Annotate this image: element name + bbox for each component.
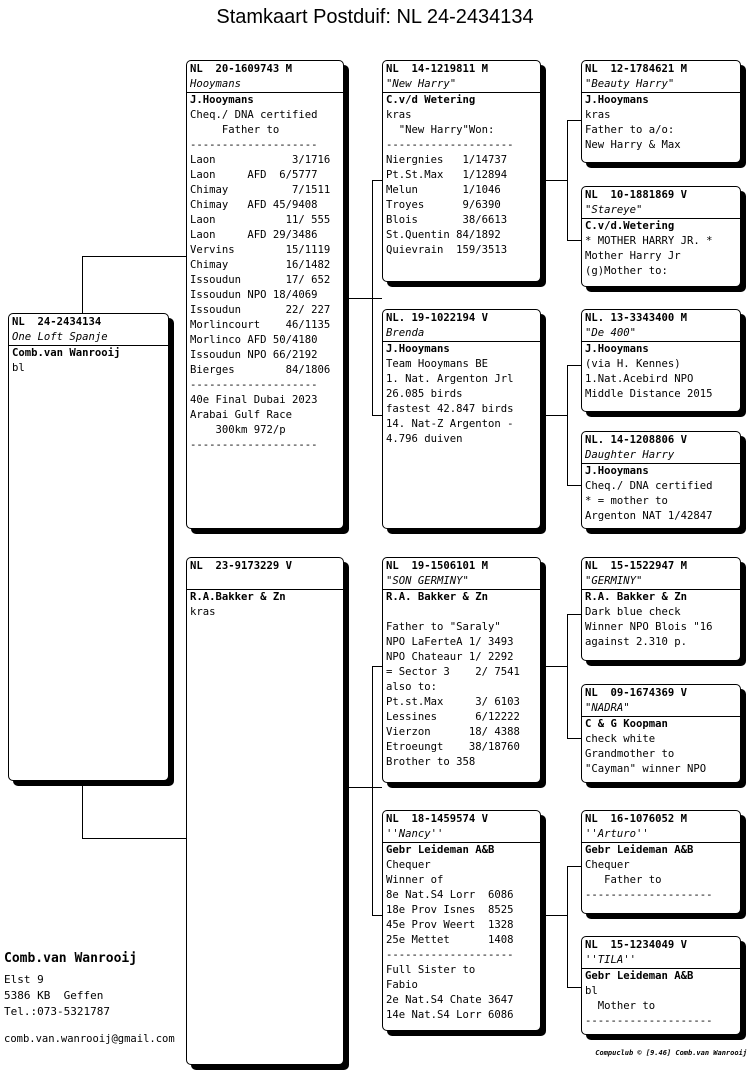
info-line: (via H. Kennes): [585, 358, 681, 370]
info-line: * MOTHER HARRY JR. *: [585, 235, 713, 247]
info-line: New Harry & Max: [585, 139, 681, 151]
connector-line: [567, 485, 581, 486]
ring-number: NL 14-1219811 M: [386, 63, 489, 75]
card-body: [383, 843, 540, 1023]
pigeon-name: One Loft Spanje: [9, 330, 168, 346]
info-line: check white: [585, 733, 656, 745]
breeder-name: J.Hooymans: [585, 94, 649, 106]
info-line: Melun 1/1046: [386, 184, 501, 196]
info-line: = Sector 3 2/ 7541: [386, 666, 520, 678]
connector-line: [567, 120, 568, 241]
card-dam-dam-sire[interactable]: [581, 810, 741, 914]
info-line: Bierges 84/1806: [190, 364, 331, 376]
info-line: kras: [386, 109, 412, 121]
connector-line: [540, 180, 567, 181]
connector-line: [567, 866, 581, 867]
info-line: Quievrain 159/3513: [386, 244, 508, 256]
connector-line: [343, 298, 382, 299]
info-line: --------------------: [190, 439, 318, 451]
info-line: Middle Distance 2015: [585, 388, 713, 400]
ring-number: NL 15-1522947 M: [585, 560, 688, 572]
card-dam-sire-dam[interactable]: [581, 684, 741, 783]
ring-number: NL 09-1674369 V: [585, 687, 688, 699]
card-body: [582, 843, 740, 903]
card-subject[interactable]: [8, 313, 169, 781]
info-line: Laon AFD 29/3486: [190, 229, 318, 241]
connector-line: [372, 415, 382, 416]
info-line: kras: [190, 606, 216, 618]
info-line: Issoudun 22/ 227: [190, 304, 331, 316]
info-line: Lessines 6/12222: [386, 711, 520, 723]
info-line: Chimay 7/1511: [190, 184, 331, 196]
card-body: [383, 590, 540, 770]
ring-number: NL 10-1881869 V: [585, 189, 688, 201]
info-line: --------------------: [585, 889, 713, 901]
connector-line: [567, 120, 581, 121]
card-body: [187, 93, 343, 453]
pigeon-name: "De 400": [582, 326, 740, 342]
connector-line: [372, 666, 373, 916]
pigeon-name: "NADRA": [582, 701, 740, 717]
breeder-name: Gebr Leideman A&B: [585, 970, 694, 982]
info-line: 40e Final Dubai 2023: [190, 394, 318, 406]
info-line: Chequer: [585, 859, 630, 871]
breeder-name: C.v/d Wetering: [386, 94, 476, 106]
info-line: Troyes 9/6390: [386, 199, 501, 211]
pigeon-name: Hooymans: [187, 77, 343, 93]
info-line: --------------------: [585, 1015, 713, 1027]
info-line: Issoudun NPO 66/2192: [190, 349, 318, 361]
ring-number: NL 12-1784621 M: [585, 63, 688, 75]
card-body: [582, 464, 740, 524]
info-line: Issoudun NPO 18/4069: [190, 289, 318, 301]
info-line: Etroeungt 38/18760: [386, 741, 520, 753]
breeder-name: R.A. Bakker & Zn: [386, 591, 489, 603]
info-line: 300km 972/p: [190, 424, 286, 436]
info-line: kras: [585, 109, 611, 121]
card-sire-sire[interactable]: [382, 60, 541, 282]
connector-line: [567, 365, 568, 486]
info-line: 26.085 birds: [386, 388, 463, 400]
breeder-name: C.v/d.Wetering: [585, 220, 675, 232]
connector-line: [82, 838, 187, 839]
card-body: [187, 590, 343, 620]
ring-number: NL 24-2434134: [12, 316, 102, 328]
card-sire-sire-sire[interactable]: [581, 60, 741, 163]
owner-address: Elst 9: [4, 973, 44, 986]
ring-number: NL 20-1609743 M: [190, 63, 293, 75]
owner-phone: Tel.:073-5321787: [4, 1005, 110, 1018]
info-line: Vervins 15/1119: [190, 244, 331, 256]
info-line: 45e Prov Weert 1328: [386, 919, 514, 931]
info-line: Chimay AFD 45/9408: [190, 199, 318, 211]
info-line: St.Quentin 84/1892: [386, 229, 501, 241]
pigeon-name: ''Nancy'': [383, 827, 540, 843]
info-line: "New Harry"Won:: [386, 124, 495, 136]
breeder-name: Gebr Leideman A&B: [585, 844, 694, 856]
card-sire-dam[interactable]: [382, 309, 541, 529]
card-dam-dam-dam[interactable]: [581, 936, 741, 1035]
card-body: [582, 342, 740, 402]
pigeon-name: Brenda: [383, 326, 540, 342]
info-line: Winner of: [386, 874, 444, 886]
info-line: Dark blue check: [585, 606, 681, 618]
breeder-name: C & G Koopman: [585, 718, 668, 730]
card-dam-sire[interactable]: [382, 557, 541, 783]
connector-line: [343, 787, 382, 788]
pigeon-name: ''Arturo'': [582, 827, 740, 843]
connector-line: [540, 915, 567, 916]
connector-line: [540, 415, 567, 416]
info-line: --------------------: [190, 139, 318, 151]
breeder-name: Comb.van Wanrooij: [12, 347, 121, 359]
info-line: also to:: [386, 681, 438, 693]
info-line: against 2.310 p.: [585, 636, 688, 648]
info-line: 25e Mettet 1408: [386, 934, 514, 946]
connector-line: [82, 256, 187, 257]
info-line: fastest 42.847 birds: [386, 403, 514, 415]
owner-postal: 5386 KB Geffen: [4, 989, 104, 1002]
pigeon-name: ''TILA'': [582, 953, 740, 969]
connector-line: [567, 614, 581, 615]
connector-line: [567, 614, 568, 739]
card-sire-sire-dam[interactable]: [581, 186, 741, 287]
connector-line: [82, 256, 83, 314]
ring-number: NL 18-1459574 V: [386, 813, 489, 825]
info-line: NPO Chateaur 1/ 2292: [386, 651, 514, 663]
info-line: Pt.St.Max 1/12894: [386, 169, 508, 181]
info-line: * = mother to: [585, 495, 668, 507]
ring-number: NL. 13-3343400 M: [585, 312, 688, 324]
ring-number: NL 23-9173229 V: [190, 560, 293, 572]
card-body: [383, 342, 540, 447]
info-line: 18e Prov Isnes 8525: [386, 904, 514, 916]
card-body: [582, 717, 740, 777]
info-line: Morlincourt 46/1135: [190, 319, 331, 331]
card-sire[interactable]: [186, 60, 344, 529]
info-line: Cheq./ DNA certified: [190, 109, 318, 121]
info-line: Grandmother to: [585, 748, 675, 760]
info-line: 14. Nat-Z Argenton -: [386, 418, 514, 430]
card-body: [582, 219, 740, 279]
info-line: --------------------: [386, 139, 514, 151]
connector-line: [372, 180, 382, 181]
info-line: Winner NPO Blois "16: [585, 621, 713, 633]
info-line: Arabai Gulf Race: [190, 409, 293, 421]
info-line: Niergnies 1/14737: [386, 154, 508, 166]
info-line: 1.Nat.Acebird NPO: [585, 373, 694, 385]
info-line: 1. Nat. Argenton Jrl: [386, 373, 514, 385]
connector-line: [82, 780, 83, 838]
page-title: Stamkaart Postduif: NL 24-2434134: [216, 6, 534, 28]
breeder-name: J.Hooymans: [386, 343, 450, 355]
card-body: [383, 93, 540, 258]
info-line: (g)Mother to:: [585, 265, 668, 277]
card-body: [582, 93, 740, 153]
connector-line: [372, 666, 382, 667]
info-line: bl: [12, 362, 25, 374]
owner-info: [4, 951, 137, 1020]
info-line: Full Sister to: [386, 964, 476, 976]
card-body: [582, 969, 740, 1029]
info-line: [386, 605, 537, 620]
ring-number: NL 16-1076052 M: [585, 813, 688, 825]
connector-line: [567, 866, 568, 988]
pigeon-name: "SON GERMINY": [383, 574, 540, 590]
info-line: Father to: [585, 874, 662, 886]
info-line: Fabio: [386, 979, 418, 991]
info-line: Father to: [190, 124, 280, 136]
pigeon-name: [187, 574, 343, 590]
info-line: Father to "Saraly": [386, 621, 501, 633]
info-line: bl: [585, 985, 598, 997]
breeder-name: J.Hooymans: [190, 94, 254, 106]
info-line: Argenton NAT 1/42847: [585, 510, 713, 522]
pigeon-name: "New Harry": [383, 77, 540, 93]
info-line: Team Hooymans BE: [386, 358, 489, 370]
card-body: [9, 346, 168, 376]
card-body: [582, 590, 740, 650]
pigeon-name: Daughter Harry: [582, 448, 740, 464]
info-line: Issoudun 17/ 652: [190, 274, 331, 286]
ring-number: NL 19-1506101 M: [386, 560, 489, 572]
connector-line: [567, 240, 581, 241]
info-line: 2e Nat.S4 Chate 3647: [386, 994, 514, 1006]
connector-line: [372, 915, 382, 916]
connector-line: [567, 738, 581, 739]
breeder-name: R.A. Bakker & Zn: [585, 591, 688, 603]
info-line: Mother Harry Jr: [585, 250, 681, 262]
info-line: Blois 38/6613: [386, 214, 508, 226]
info-line: --------------------: [190, 379, 318, 391]
connector-line: [567, 987, 581, 988]
ring-number: NL. 14-1208806 V: [585, 434, 688, 446]
pigeon-name: "Stareye": [582, 203, 740, 219]
connector-line: [372, 180, 373, 416]
card-dam-dam[interactable]: [382, 810, 541, 1031]
info-line: --------------------: [386, 949, 514, 961]
ring-number: NL 15-1234049 V: [585, 939, 688, 951]
card-dam[interactable]: [186, 557, 344, 1065]
connector-line: [567, 365, 581, 366]
info-line: Morlinco AFD 50/4180: [190, 334, 318, 346]
breeder-name: Gebr Leideman A&B: [386, 844, 495, 856]
info-line: Cheq./ DNA certified: [585, 480, 713, 492]
info-line: Father to a/o:: [585, 124, 675, 136]
card-sire-dam-sire[interactable]: [581, 309, 741, 412]
connector-line: [540, 666, 567, 667]
info-line: Brother to 358: [386, 756, 476, 768]
info-line: Laon 3/1716: [190, 154, 331, 166]
info-line: Pt.st.Max 3/ 6103: [386, 696, 520, 708]
info-line: Chequer: [386, 859, 431, 871]
info-line: Chimay 16/1482: [190, 259, 331, 271]
card-sire-dam-dam[interactable]: [581, 431, 741, 529]
info-line: 4.796 duiven: [386, 433, 463, 445]
info-line: "Cayman" winner NPO: [585, 763, 707, 775]
card-dam-sire-sire[interactable]: [581, 557, 741, 661]
pigeon-name: "Beauty Harry": [582, 77, 740, 93]
breeder-name: J.Hooymans: [585, 465, 649, 477]
info-line: Laon 11/ 555: [190, 214, 331, 226]
info-line: 8e Nat.S4 Lorr 6086: [386, 889, 514, 901]
breeder-name: R.A.Bakker & Zn: [190, 591, 286, 603]
info-line: 14e Nat.S4 Lorr 6086: [386, 1009, 514, 1021]
info-line: Laon AFD 6/5777: [190, 169, 318, 181]
info-line: Vierzon 18/ 4388: [386, 726, 520, 738]
footer-credit: Compuclub © [9.46] Comb.van Wanrooij: [595, 1049, 747, 1057]
breeder-name: J.Hooymans: [585, 343, 649, 355]
info-line: Mother to: [585, 1000, 656, 1012]
info-line: NPO LaFerteA 1/ 3493: [386, 636, 514, 648]
owner-email[interactable]: comb.van.wanrooij@gmail.com: [4, 1033, 175, 1045]
pigeon-name: "GERMINY": [582, 574, 740, 590]
owner-name: Comb.van Wanrooij: [4, 951, 138, 966]
ring-number: NL. 19-1022194 V: [386, 312, 489, 324]
